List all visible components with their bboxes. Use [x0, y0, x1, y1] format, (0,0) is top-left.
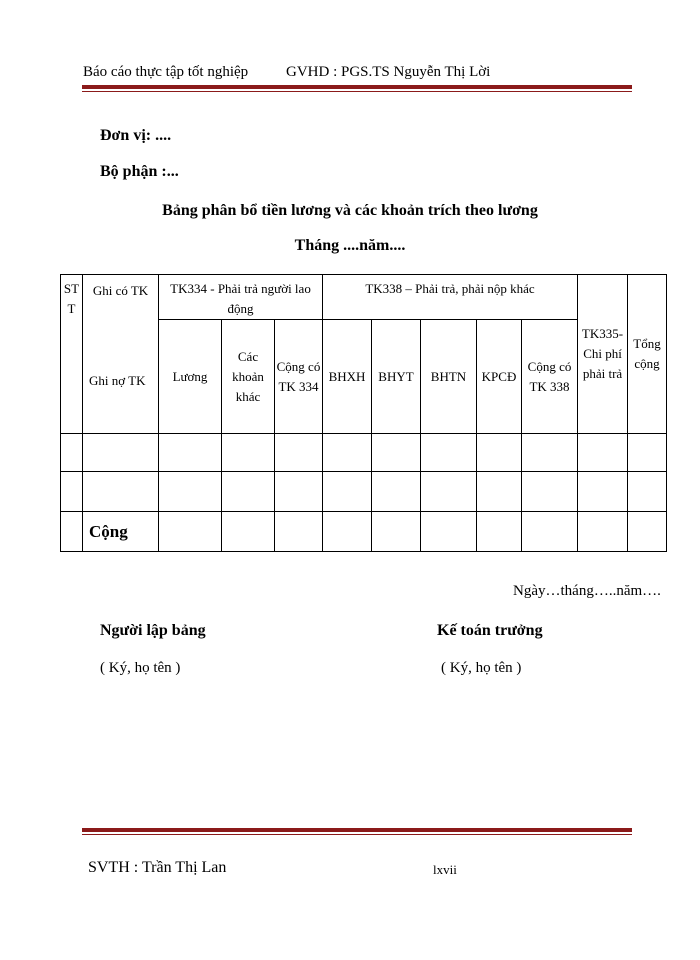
stt-header-line2: T: [67, 301, 76, 317]
account-header-cell: [83, 275, 159, 434]
debit-account-label: Ghi nợ TK: [89, 373, 146, 389]
department-label: Bộ phận :...: [100, 163, 179, 180]
tk334-total-line2: TK 334: [278, 378, 319, 394]
date-line: Ngày…tháng…..năm….: [513, 583, 661, 599]
table-row: [61, 434, 667, 472]
header-rule-thick: [82, 85, 632, 89]
footer-rule-thick: [82, 828, 632, 832]
tk338-total-line1: Cộng có: [527, 358, 572, 374]
preparer-note: ( Ký, họ tên ): [100, 660, 181, 676]
total-header-line1: Tổng: [633, 336, 661, 351]
tk335-header-line1: TK335-: [581, 325, 624, 341]
preparer-title: Người lập bảng: [100, 622, 206, 639]
tk338-group-header: TK338 – Phải trả, phải nộp khác: [323, 275, 578, 320]
total-header: [628, 275, 667, 434]
unit-label: Đơn vị: ....: [100, 127, 172, 144]
header-rule-thin: [82, 91, 632, 92]
total-header-line2: cộng: [634, 356, 660, 372]
footer-student: SVTH : Trần Thị Lan: [88, 859, 227, 876]
document-title: Bảng phân bổ tiền lương và các khoản trích theo lương: [162, 202, 538, 219]
kpcd-header: KPCĐ: [477, 320, 522, 434]
document-subtitle: Tháng ....năm....: [294, 237, 406, 254]
tk335-header: [578, 275, 628, 434]
header-report-title: Báo cáo thực tập tốt nghiệp: [83, 64, 249, 80]
footer-rule-thin: [82, 834, 632, 835]
other-items-line3: khác: [235, 388, 261, 404]
tk334-total-header: [275, 320, 323, 434]
stt-header-line1: ST: [63, 281, 80, 296]
chief-accountant-note: ( Ký, họ tên ): [441, 660, 522, 676]
tk335-header-line3: phải trả: [582, 366, 623, 382]
chief-accountant-title: Kế toán trưởng: [437, 622, 543, 639]
tk338-total-header: [522, 320, 578, 434]
tk334-group-header: TK334 - Phải trả người lao động: [159, 275, 323, 320]
bhxh-header: BHXH: [323, 320, 372, 434]
bhtn-header: BHTN: [421, 320, 477, 434]
credit-account-label: Ghi có TK: [92, 283, 149, 298]
bhyt-header: BHYT: [372, 320, 421, 434]
page-number: lxvii: [433, 862, 457, 877]
header-advisor: GVHD : PGS.TS Nguyễn Thị Lời: [286, 64, 491, 80]
tk338-total-line2: TK 338: [529, 378, 570, 394]
total-row: [61, 512, 667, 552]
salary-header: Lương: [159, 320, 222, 434]
other-items-header: [222, 320, 275, 434]
other-items-line1: Các: [237, 348, 259, 364]
tk335-header-line2: Chi phí: [583, 346, 622, 362]
stt-header-cell: [61, 275, 83, 434]
tk334-total-line1: Cộng có: [276, 358, 321, 374]
total-row-label: Cộng: [83, 512, 159, 552]
table-row: [61, 472, 667, 512]
salary-allocation-table: [60, 274, 667, 552]
other-items-line2: khoản: [232, 368, 264, 384]
